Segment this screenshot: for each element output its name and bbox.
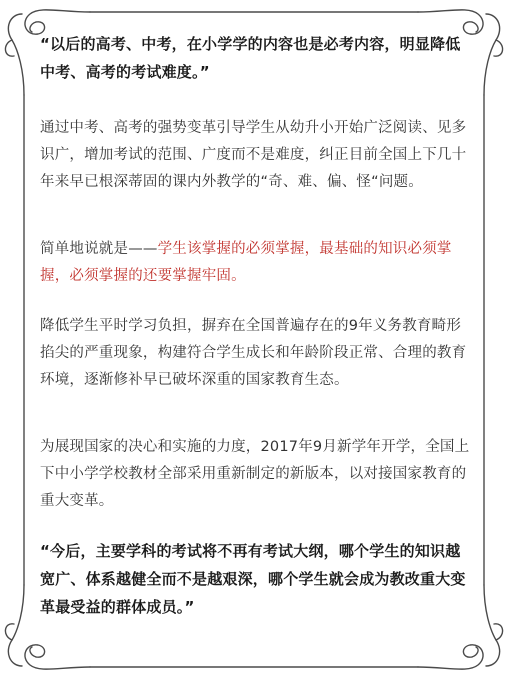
quote-bottom: “今后，主要学科的考试将不再有考试大纲，哪个学生的知识越宽广、体系越健全而不是越艰深，哪个学生就会成为教改重大变革最受益的群体成员。” bbox=[40, 542, 466, 616]
paragraph-simple-lead: 简单地说就是—— bbox=[40, 241, 158, 257]
paragraph-burden: 降低学生平时学习负担，摒弃在全国普遍存在的9年义务教育畸形掐尖的严重现象，构建符合学生成长和年龄阶段正常、合理的教育环境，逐渐修补早已破坏深重的国家教育生态。 bbox=[40, 318, 467, 388]
paragraph-reform: 通过中考、高考的强势变革引导学生从幼升小开始广泛阅读、见多识广，增加考试的范围、广度而不是难度，纠正目前全国上下几十年来早已根深蒂固的课内外教学的“奇、难、偏、怪“问题。 bbox=[40, 120, 467, 190]
paragraph-simple bbox=[40, 236, 472, 290]
quote-top: “以后的高考、中考，在小学学的内容也是必考内容，明显降低中考、高考的考试难度。” bbox=[40, 35, 461, 81]
paragraph-textbook: 为展现国家的决心和实施的力度，2017年9月新学年开学，全国上下中小学学校教材全部采用重新制定的新版本，以对接国家教育的重大变革。 bbox=[40, 439, 470, 509]
paragraph-simple-highlight: 学生该掌握的必须掌握，最基础的知识必须掌握，必须掌握的还要掌握牢固。 bbox=[40, 241, 452, 284]
